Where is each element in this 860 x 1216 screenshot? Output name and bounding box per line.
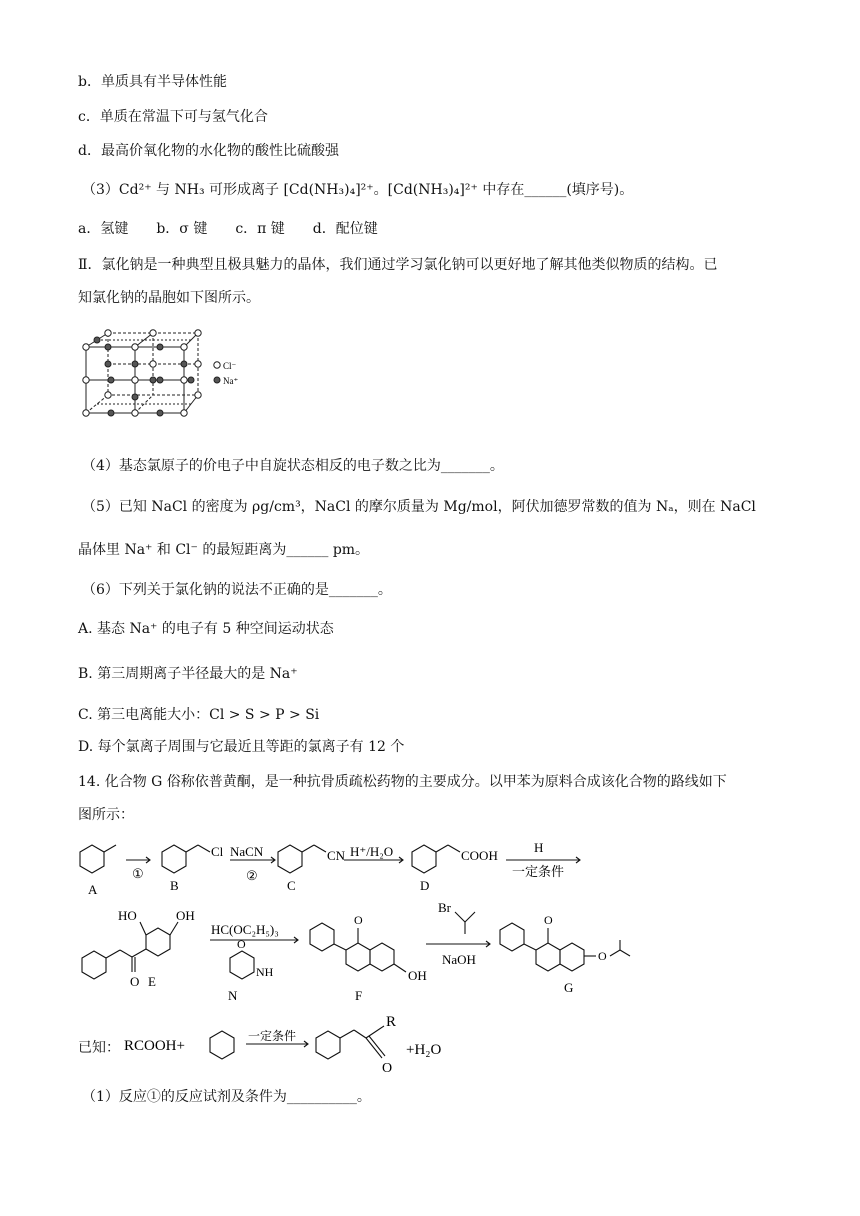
compound-g-label: G	[564, 980, 574, 995]
reagent-h: H	[534, 840, 544, 855]
question-5-line-1: （5）已知 NaCl 的密度为 ρg/cm³，NaCl 的摩尔质量为 Mg/mol，阿伏加德罗常数的值为 Nₐ，则在 NaCl	[82, 499, 756, 515]
hydroxyl-label-right: OH	[176, 908, 195, 923]
bromo-label: Br	[438, 900, 451, 915]
question-6-option-d: D. 每个氯离子周围与它最近且等距的氯离子有 12 个	[78, 739, 405, 755]
g-carbonyl-o: O	[544, 913, 553, 927]
option-b: b．单质具有半导体性能	[78, 74, 227, 90]
known-water-product: +H₂O	[406, 1042, 442, 1058]
part-ii-intro-1: Ⅱ．氯化钠是一种典型且极具魅力的晶体，我们通过学习氯化钠可以更好地了解其他类似物质的结构。已	[78, 257, 718, 273]
question-5-line-2: 晶体里 Na⁺ 和 Cl⁻ 的最短距离为______ pm。	[78, 542, 370, 558]
naoh-reagent: NaOH	[442, 952, 476, 967]
carboxyl-group: COOH	[461, 848, 498, 863]
question-3: （3）Cd²⁺ 与 NH₃ 可形成离子 [Cd(NH₃)₄]²⁺。[Cd(NH₃)₄]²⁺ 中存在______(填序号)。	[82, 182, 634, 198]
f-carbonyl-o: O	[354, 913, 363, 927]
hydroxyl-label-left: HO	[118, 908, 137, 923]
compound-b-label: B	[170, 878, 179, 893]
known-r-group: R	[386, 1014, 397, 1030]
step-2-label: ②	[246, 868, 258, 883]
f-hydroxyl: OH	[408, 968, 427, 983]
question-6: （6）下列关于氯化钠的说法不正确的是_______。	[82, 582, 392, 598]
known-condition: 一定条件	[248, 1029, 297, 1043]
morpholine-o: O	[237, 937, 246, 951]
question-14-line-2: 图所示：	[78, 807, 134, 823]
morpholine-nh: NH	[256, 965, 274, 979]
carbonyl-o-label: O	[130, 974, 140, 989]
compound-a-label: A	[88, 882, 98, 897]
question-6-option-c: C. 第三电离能大小：Cl > S > P > Si	[78, 707, 320, 723]
rcooh-reactant: RCOOH+	[124, 1038, 185, 1054]
orthoformate-reagent: HC(OC₂H₅)₃	[211, 922, 279, 937]
question-6-option-a: A. 基态 Na⁺ 的电子有 5 种空间运动状态	[78, 621, 334, 637]
sodium-legend-icon	[214, 377, 220, 383]
synthesis-scheme-row-1	[70, 832, 590, 900]
known-reaction	[120, 1012, 470, 1080]
option-d: d．最高价氧化物的水化物的酸性比硫酸强	[78, 143, 339, 159]
question-14-part-1: （1）反应①的反应试剂及条件为__________。	[82, 1089, 371, 1105]
compound-d-label: D	[420, 878, 430, 893]
known-carbonyl-o: O	[382, 1061, 393, 1076]
part-ii-intro-2: 知氯化钠的晶胞如下图所示。	[78, 290, 260, 306]
step-1-label: ①	[132, 866, 144, 881]
nacn-reagent: NaCN	[230, 844, 264, 859]
reagent-n-label: N	[228, 988, 238, 1003]
condition-label: 一定条件	[512, 864, 565, 879]
hydrolysis-reagent: H⁺/H₂O	[350, 844, 394, 859]
known-label: 已知：	[78, 1040, 120, 1056]
chloro-group: Cl	[211, 844, 224, 859]
compound-c-label: C	[287, 878, 296, 893]
question-3-options: a．氢键 b．σ 键 c．π 键 d．配位键	[78, 221, 378, 237]
chloride-legend-icon	[214, 362, 220, 368]
option-c: c．单质在常温下可与氢气化合	[78, 109, 268, 125]
g-ether-o: O	[598, 949, 607, 963]
synthesis-scheme-row-2	[70, 900, 660, 1005]
nacl-unit-cell-figure	[78, 325, 238, 417]
nitrile-group: CN	[327, 848, 346, 863]
question-14-line-1: 14. 化合物 G 俗称依普黄酮，是一种抗骨质疏松药物的主要成分。以甲苯为原料合成该化合物的路线如下	[78, 774, 727, 790]
sodium-legend-label: Na⁺	[223, 376, 238, 386]
compound-e-label: E	[148, 974, 156, 989]
compound-f-label: F	[355, 988, 363, 1003]
question-6-option-b: B. 第三周期离子半径最大的是 Na⁺	[78, 666, 298, 682]
question-4: （4）基态氯原子的价电子中自旋状态相反的电子数之比为_______。	[82, 458, 504, 474]
chloride-legend-label: Cl⁻	[223, 361, 237, 371]
